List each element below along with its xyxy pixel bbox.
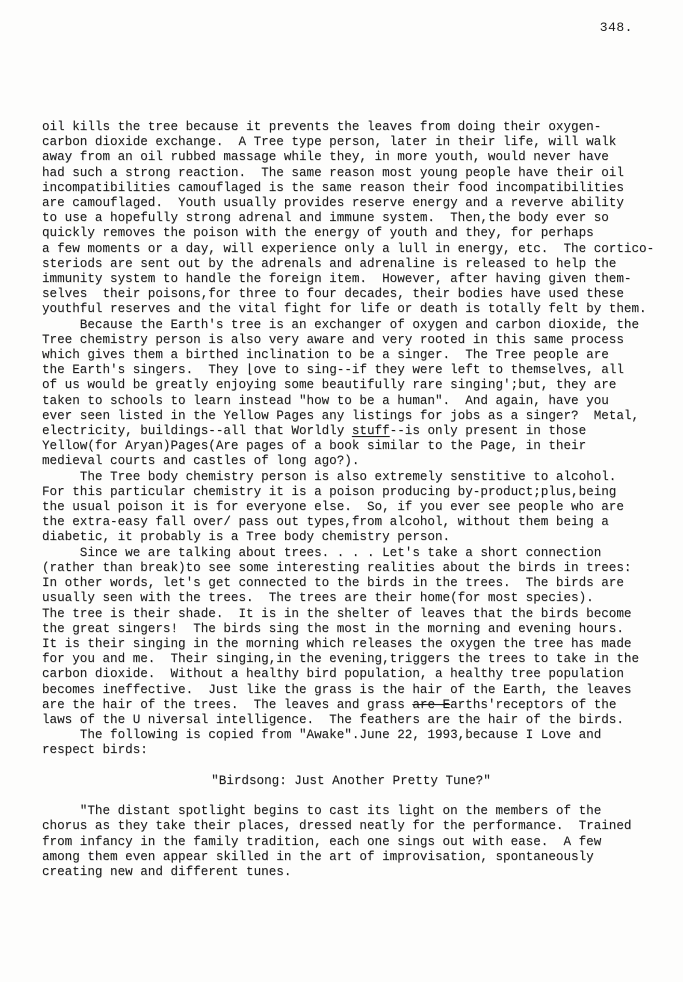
text-line: quickly removes the poison with the energy of youth and they, for perhaps (42, 226, 594, 241)
text-line: creating new and different tunes. (42, 864, 292, 879)
text-segment: arths'receptors of the (450, 697, 617, 712)
text-line: youthful reserves and the vital fight for life or death is totally felt by them. (42, 302, 647, 317)
text-line: a few moments or a day, will experience only a lull in energy, etc. The cortico- (42, 241, 655, 256)
text-segment: are E (412, 697, 451, 712)
text-line: from infancy in the family tradition, each one sings out with ease. A few (42, 834, 602, 849)
text-line: Since we are talking about trees. . . . Let's take a short connection (42, 545, 602, 560)
text-line: oil kills the tree because it prevents the leaves from doing their oxygen- (42, 120, 602, 134)
text-line: "The distant spotlight begins to cast its light on the members of the (42, 804, 602, 819)
text-line: incompatibilities camouflaged is the same reason their food incompatibilities (42, 180, 624, 195)
text-segment: --is only present in those (389, 424, 587, 439)
text-line (42, 759, 660, 774)
text-line (42, 424, 660, 439)
text-line: The tree is their shade. It is in the shelter of leaves that the birds become (42, 606, 632, 621)
text-segment: "Birdsong: Just Another Pretty Tune?" (211, 773, 491, 788)
text-line: The Tree body chemistry person is also extremely senstitive to alcohol. (42, 469, 617, 484)
text-line: the extra-easy fall over/ pass out types,from alcohol, without them being a (42, 515, 609, 530)
text-line: becomes ineffective. Just like the grass is the hair of the Earth, the leaves (42, 682, 632, 697)
text-line: taken to schools to learn instead "how to be a human". And again, have you (42, 393, 609, 408)
text-line: respect birds: (42, 743, 148, 758)
text-lines (42, 120, 660, 880)
text-line (42, 774, 660, 789)
text-line: immunity system to handle the foreign item. However, after having given them- (42, 272, 632, 287)
text-line: for you and me. Their singing,in the evening,triggers the trees to take in the (42, 652, 640, 667)
text-line: had such a strong reaction. The same reason most young people have their oil (42, 165, 624, 180)
text-segment: electricity, buildings--all that Worldly (42, 424, 352, 439)
text-line: Because the Earth's tree is an exchanger of oxygen and carbon dioxide, the (42, 317, 640, 332)
text-line: ever seen listed in the Yellow Pages any listings for jobs as a singer? Metal, (42, 408, 640, 423)
text-line: In other words, let's get connected to the birds in the trees. The birds are (42, 576, 624, 591)
text-line: steriods are sent out by the adrenals and adrenaline is released to help the (42, 256, 617, 271)
text-segment: are the hair of the trees. The leaves and grass (42, 697, 413, 712)
text-line: Tree chemistry person is also very aware and very rooted in this same process (42, 332, 624, 347)
text-line: among them even appear skilled in the art of improvisation, spontaneously (42, 849, 594, 864)
text-line: medieval courts and castles of long ago?). (42, 454, 360, 469)
page-number: 348. (599, 20, 633, 35)
text-line: usually seen with the trees. The trees are their home(for most species). (42, 591, 594, 606)
text-line: For this particular chemistry it is a poison producing by-product;plus,being (42, 484, 617, 499)
text-line: the great singers! The birds sing the most in the morning and evening hours. (42, 621, 624, 636)
text-line: selves their poisons,for three to four decades, their bodies have used these (42, 287, 624, 302)
text-line: which gives them a birthed inclination to be a singer. The Tree people are (42, 348, 609, 363)
text-line: of us would be greatly enjoying some beautifully rare singing';but, they are (42, 378, 617, 393)
text-line: Yellow(for Aryan)Pages(Are pages of a book similar to the Page, in their (42, 439, 587, 454)
text-line: carbon dioxide. Without a healthy bird population, a healthy tree population (42, 667, 624, 682)
text-line: The following is copied from "Awake".June 22, 1993,because I Love and (42, 728, 602, 743)
text-line: the Earth's singers. They ⌊ove to sing--if they were left to themselves, all (42, 363, 624, 378)
text-line: carbon dioxide exchange. A Tree type person, later in their life, will walk (42, 135, 617, 150)
text-line (42, 789, 660, 804)
text-line: the usual poison it is for everyone else. So, if you ever see people who are (42, 500, 624, 515)
text-line: away from an oil rubbed massage while they, in more youth, would never have (42, 150, 609, 165)
text-line: chorus as they take their places, dressed neatly for the performance. Trained (42, 819, 632, 834)
text-line: are camouflaged. Youth usually provides reserve energy and a reverve ability (42, 196, 624, 211)
text-line: laws of the U niversal intelligence. The feathers are the hair of the birds. (42, 712, 624, 727)
text-segment: stuff (351, 424, 390, 439)
text-line: diabetic, it probably is a Tree body chemistry person. (42, 530, 451, 545)
text-line: to use a hopefully strong adrenal and immune system. Then,the body ever so (42, 211, 609, 226)
text-line (42, 698, 660, 713)
text-line: (rather than break)to see some interesting realities about the birds in trees: (42, 560, 632, 575)
text-line: It is their singing in the morning which releases the oxygen the tree has made (42, 636, 632, 651)
